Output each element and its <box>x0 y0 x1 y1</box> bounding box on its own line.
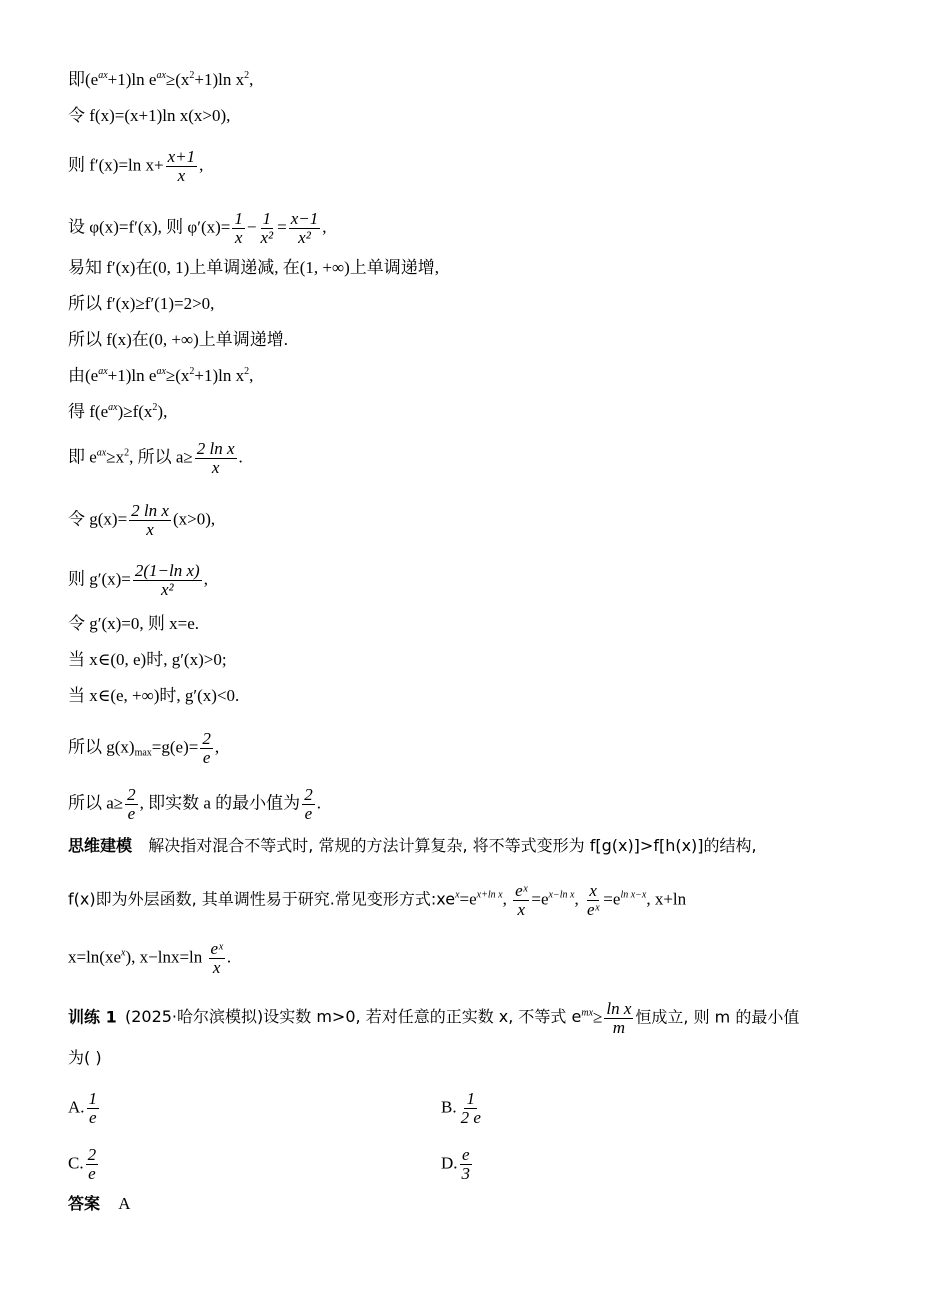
fraction: $\frac{1}{\text{x²}}$ <box>260 209 274 247</box>
fraction: $\frac{\text{2(1−ln x)}}{\text{x²}}$ <box>134 561 200 599</box>
option-a[interactable]: A. $\frac{1}{e}$ <box>68 1089 98 1127</box>
step-line-1: 即$(e^{ax}+1)\ln$ $e^{ax}\ge(x^2+1)\ln$ $x^2$, <box>68 70 254 89</box>
fraction: $\frac{\text{ln x}}{m}$ <box>606 999 632 1037</box>
step-line-3: 则 f′(x)=ln x+ $\frac{x+1}{x}$ , <box>68 147 204 185</box>
fraction: $\frac{x+1}{x}$ <box>167 147 196 185</box>
fraction: $\frac{2}{e}$ <box>127 785 136 823</box>
step-line-13: 令 g′(x)=0, 则 x=e. <box>68 614 200 633</box>
fraction: $\frac{2}{e}$ <box>202 729 211 767</box>
step-line-11: 令 g(x)= $\frac{\text{2 ln x}}{x}$ (x>0), <box>68 501 216 539</box>
fraction: $\frac{\text{2 ln x}}{x}$ <box>196 439 235 477</box>
fraction: $\frac{x-1}{\text{x²}}$ <box>290 209 319 247</box>
fraction: $\frac{1}{2 e}$ <box>460 1089 481 1127</box>
step-line-4: 设 φ(x)=f′(x), 则 φ′(x)= $\frac{1}{x}$ − $\frac{1}{\text{x²}}$ = $\frac{x-1}{\text{x²}}$ , <box>68 209 327 247</box>
modeling-line-1: 思维建模 解决指对混合不等式时, 常规的方法计算复杂, 将不等式变形为 f[g(x)]>f[h(x)]的结构, <box>68 836 757 855</box>
step-line-15: 当 x∈(e, +∞)时, g′(x)<0. <box>68 686 240 705</box>
fraction: $\frac{2}{e}$ <box>304 785 313 823</box>
fraction: $\frac{\text{eˣ}}{x}$ <box>210 939 223 977</box>
step-line-7: 所以 f(x)在(0, +∞)上单调递增. <box>68 330 289 349</box>
modeling-line-2: f(x)即为外层函数, 其单调性易于研究.常见变形方式$:xe^x=e^{x+ln x}$, $\frac{\text{eˣ}}{x}$ $=e^{x-ln x}$, $\frac{x}{\text{eˣ}}$ $=e^{ln x-x}$, x+ln <box>68 881 687 919</box>
step-line-9: 得 $f(e^{ax})\ge f(x^2)$, <box>68 402 168 421</box>
step-line-14: 当 x∈(0, e)时, g′(x)>0; <box>68 650 227 669</box>
step-line-5: 易知 f′(x)在(0, 1)上单调递减, 在(1, +∞)上单调递增, <box>68 258 440 277</box>
option-b[interactable]: B. $\frac{1}{2 e}$ <box>441 1089 481 1127</box>
fraction: $\frac{\text{2 ln x}}{x}$ <box>131 501 169 539</box>
answer-line <box>68 1194 131 1214</box>
answer-label: 答案 <box>68 1194 101 1213</box>
fraction: $\frac{\text{eˣ}}{x}$ <box>515 881 528 919</box>
fraction: $\frac{1}{e}$ <box>88 1089 98 1127</box>
fraction: $\frac{e}{3}$ <box>461 1145 471 1183</box>
step-line-8: 由$(e^{ax}+1)\ln$ $e^{ax}\ge(x^2+1)\ln$ $x^2$, <box>68 366 254 385</box>
step-line-6: 所以 f′(x)≥f′(1)=2>0, <box>68 294 215 313</box>
modeling-label: 思维建模 <box>68 836 133 855</box>
step-line-2: 令 f(x)=(x+1)ln x(x>0), <box>68 106 231 125</box>
option-c[interactable]: C. $\frac{2}{e}$ <box>68 1145 97 1183</box>
option-d[interactable]: D. $\frac{e}{3}$ <box>441 1145 471 1183</box>
step-line-16: 所以 $g(x)_{max}=g(e)=$ $\frac{2}{e}$ , <box>68 729 220 767</box>
answer-value: A <box>118 1194 131 1213</box>
fraction: $\frac{1}{x}$ <box>234 209 243 247</box>
step-line-17: 所以 a≥ $\frac{2}{e}$ , 即实数 a 的最小值为 $\frac{2}{e}$ . <box>68 785 321 823</box>
step-line-12: 则 g′(x)= $\frac{\text{2(1−ln x)}}{\text{x²}}$ , <box>68 561 208 599</box>
exercise-line-2: 为( ) <box>68 1048 102 1067</box>
fraction: $\frac{2}{e}$ <box>87 1145 97 1183</box>
modeling-line-3: $x=\ln(xe^x)$, x−lnx=ln $\frac{\text{eˣ}}{x}$ . <box>68 939 232 977</box>
exercise-line-1: 训练 1 (2025·哈尔滨模拟)设实数 m>0, 若对任意的正实数 x, 不等式 $e^{mx}\ge$ $\frac{\text{ln x}}{m}$ 恒成立, 则 m 的最小值 <box>68 999 800 1037</box>
exercise-label: 训练 1 <box>68 1007 117 1027</box>
fraction: $\frac{x}{\text{eˣ}}$ <box>586 881 600 919</box>
step-line-10: 即 $e^{ax}\ge x^2$, 所以 a≥ $\frac{\text{2 ln x}}{x}$ . <box>68 439 243 477</box>
